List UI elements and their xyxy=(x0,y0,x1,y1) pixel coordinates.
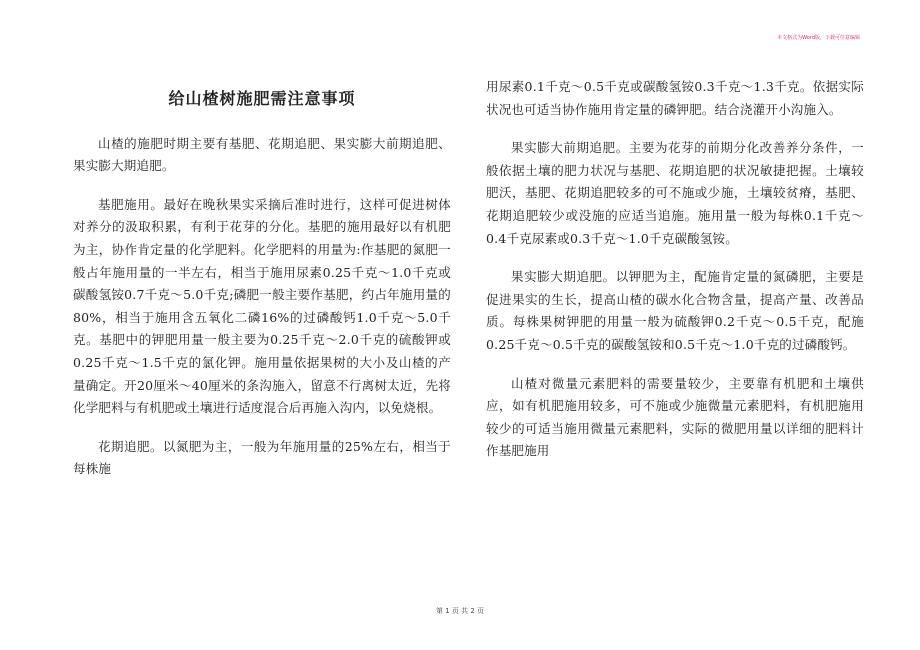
paragraph: 基肥施用。最好在晚秋果实采摘后准时进行，这样可促进树体对养分的汲取积累，有利于花芽的分化。基肥的施用最好以有机肥为主，协作肯定量的化学肥料。化学肥料的用量为:作基肥的氮肥一般占年施用量的一半左右，相当于施用尿素0.25千克～1.0千克或碳酸氢铵0.7千克～5.0千克;磷肥一般主要作基肥，约占年施用量的80%，相当于施用含五氧化二磷16%的过磷酸钙1.0千克～5.0千克。基肥中的钾肥用量一般主要为0.25千克～2.0千克的硫酸钾或0.25千克～1.5千克的氯化钾。施用量依据果树的大小及山楂的产量确定。开20厘米～40厘米的条沟施入，留意不行离树太近，先将化学肥料与有机肥或土壤进行适度混合后再施入沟内，以免烧根。 xyxy=(73,196,451,416)
paragraph: 果实膨大前期追肥。主要为花芽的前期分化改善养分条件，一般依据土壤的肥力状况与基肥、花期追肥的状况敏捷把握。土壤较肥沃，基肥、花期追肥较多的可不施或少施，土壤较贫瘠，基肥、花期追肥较少或没施的应适当追施。施用量一般为每株0.1千克～0.4千克尿素或0.3千克～1.0千克碳酸氢铵。 xyxy=(486,140,864,246)
header-note: 本文格式为Word版，下载可任意编辑 xyxy=(777,35,860,41)
left-column xyxy=(73,68,451,497)
paragraph: 用尿素0.1千克～0.5千克或碳酸氢铵0.3千克～1.3千克。依据实际状况也可适当协作施用肯定量的磷钾肥。结合浇灌开小沟施入。 xyxy=(486,79,864,117)
right-column xyxy=(486,76,864,479)
page-title: 给山楂树施肥需注意事项 xyxy=(168,89,356,108)
paragraph: 山楂的施肥时期主要有基肥、花期追肥、果实膨大前期追肥、果实膨大期追肥。 xyxy=(73,135,451,174)
paragraph: 花期追肥。以氮肥为主，一般为年施用量的25%左右，相当于每株施 xyxy=(73,438,451,477)
paragraph: 山楂对微量元素肥料的需要量较少，主要靠有机肥和土壤供应，如有机肥施用较多，可不施或少施微量元素肥料，有机肥施用较少的可适当施用微量元素肥料，实际的微肥用量以详细的肥料计作基肥施用 xyxy=(486,375,864,459)
paragraph: 果实膨大期追肥。以钾肥为主，配施肯定量的氮磷肥，主要是促进果实的生长，提高山楂的碳水化合物含量，提高产量、改善品质。每株果树钾肥的用量一般为硫酸钾0.2千克～0.5千克，配施0.25千克～0.5千克的碳酸氢铵和0.5千克～1.0千克的过磷酸钙。 xyxy=(486,269,864,352)
page-footer: 第 1 页 共 2 页 xyxy=(435,607,485,615)
